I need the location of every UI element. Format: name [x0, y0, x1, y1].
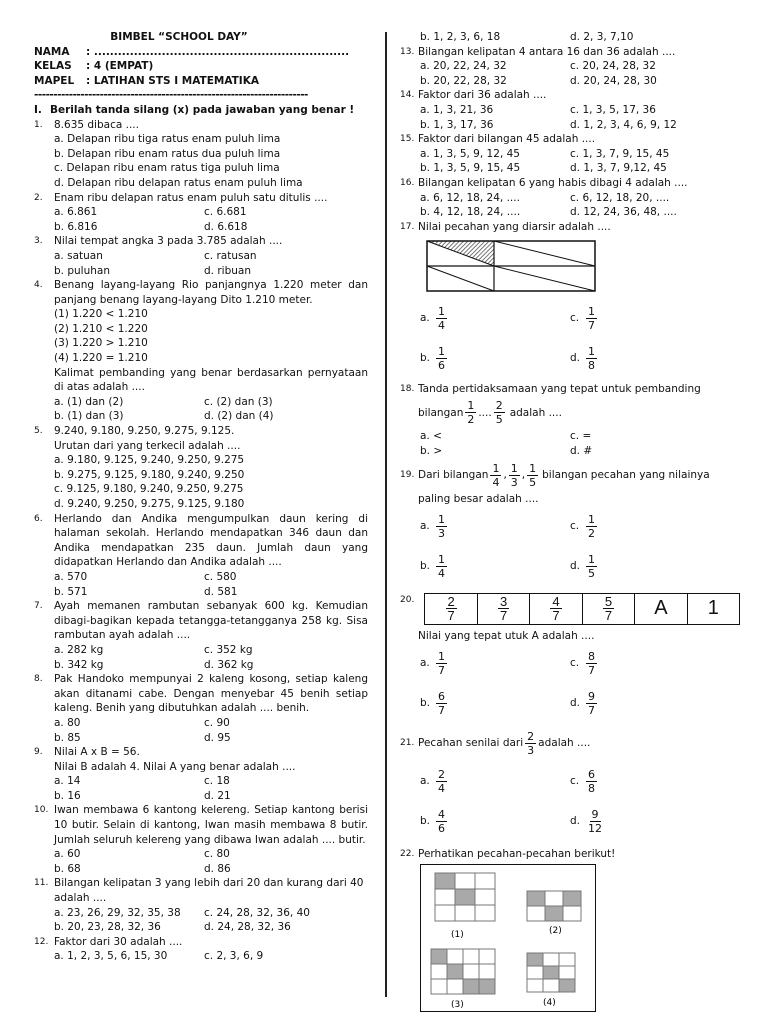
option[interactable]: b. (1) dan (3) [54, 410, 124, 423]
shaded-cell [455, 889, 475, 905]
option[interactable]: d. 24, 28, 32, 36 [204, 921, 291, 934]
header-row-mapel: MAPEL : LATIHAN STS I MATEMATIKA [34, 74, 259, 87]
option[interactable]: c. $\frac{8}{7}$ [570, 649, 595, 677]
column-divider [385, 32, 387, 997]
fraction: $\frac{2}{4}$ [438, 767, 445, 795]
option[interactable]: d. $\frac{1}{8}$ [570, 344, 595, 372]
grid-label: (4) [543, 997, 556, 1008]
option[interactable]: b. Delapan ribu enam ratus dua puluh lima [54, 147, 281, 160]
question-13: 13. Bilangan kelipatan 4 antara 16 dan 36 adalah .... [400, 45, 676, 58]
option[interactable]: d. $\frac{9}{12}$ [570, 807, 602, 835]
figure-line [494, 266, 595, 291]
grid-label: (1) [451, 929, 464, 940]
question-17: 17. Nilai pecahan yang diarsir adalah .... [400, 220, 611, 233]
shaded-cell [527, 891, 545, 906]
option[interactable]: c. $\frac{1}{7}$ [570, 304, 595, 332]
fraction: $\frac{9}{12}$ [588, 807, 602, 835]
option[interactable]: c. ratusan [204, 249, 257, 262]
option[interactable]: d. 9.240, 9.250, 9.275, 9.125, 9.180 [54, 498, 245, 510]
option[interactable]: a. 1, 2, 3, 5, 6, 15, 30 [54, 950, 168, 963]
fraction: $\frac{1}{3}$ [510, 461, 518, 489]
shaded-cell [463, 979, 479, 994]
options-19 [400, 507, 740, 587]
option[interactable]: b. $\frac{1}{6}$ [420, 344, 445, 372]
option[interactable]: d. (2) dan (4) [204, 410, 274, 423]
grid-4 [527, 953, 575, 992]
fraction: $\frac{1}{4}$ [438, 304, 445, 332]
option[interactable]: c. 1, 3, 7, 9, 15, 45 [570, 147, 670, 160]
option[interactable]: a. 6, 12, 18, 24, .... [420, 191, 520, 204]
question-20: 20. $\frac{2}{7}$ $\frac{3}{7}$ $\frac{4}{7}$ $\frac{5}{7}$ A 1 [400, 593, 740, 625]
section-heading: I. Berilah tanda silang (x) pada jawaban yang benar ! [34, 103, 355, 116]
option[interactable]: b. 20, 22, 28, 32 [420, 74, 507, 87]
strip-cell: $\frac{2}{7}$ [425, 594, 477, 624]
option[interactable]: b. $\frac{6}{7}$ [420, 689, 445, 717]
option[interactable]: a. 9.180, 9.125, 9.240, 9.250, 9.275 [54, 454, 245, 467]
fraction: $\frac{1}{6}$ [438, 344, 445, 372]
fraction: $\frac{1}{5}$ [529, 461, 537, 489]
option[interactable]: d. Delapan ribu delapan ratus enam puluh lima [54, 176, 303, 189]
question-3: 3. Nilai tempat angka 3 pada 3.785 adalah .... [34, 235, 283, 248]
figure-line [494, 241, 595, 266]
fraction: $\frac{6}{8}$ [588, 767, 595, 795]
question-19: 19. Dari bilangan $\frac{1}{4}$ , $\frac{1}{3}$ , $\frac{1}{5}$ bilangan pecahan yang nilainya [400, 461, 710, 489]
shaded-fraction-figure [426, 240, 596, 292]
option[interactable]: a. $\frac{1}{3}$ [420, 513, 445, 541]
option[interactable]: b. puluhan [54, 264, 110, 277]
option[interactable]: c. 20, 24, 28, 32 [570, 60, 656, 73]
option[interactable]: b. $\frac{1}{4}$ [420, 553, 445, 581]
question-11: 11. Bilangan kelipatan 3 yang lebih dari 20 dan kurang dari 40 adalah .... [34, 877, 364, 905]
option[interactable]: b. 342 kg [54, 658, 104, 671]
option[interactable]: d. 86 [204, 862, 231, 875]
question-15: 15. Faktor dari bilangan 45 adalah .... [400, 133, 596, 146]
fraction: $\frac{1}{2}$ [467, 399, 475, 427]
option[interactable]: b. $\frac{4}{6}$ [420, 807, 445, 835]
options-3 [34, 249, 368, 278]
question-19-line-2: paling besar adalah .... [418, 493, 539, 506]
option[interactable]: d. 20, 24, 28, 30 [570, 74, 657, 87]
fraction: $\frac{1}{5}$ [588, 553, 595, 581]
option[interactable]: d. 362 kg [204, 658, 254, 671]
option[interactable]: d. 95 [204, 731, 231, 744]
grid-2 [527, 891, 581, 921]
option[interactable]: b. 4, 12, 18, 24, .... [420, 206, 521, 219]
option[interactable]: c. (2) dan (3) [204, 395, 273, 408]
fraction: $\frac{2}{3}$ [527, 729, 535, 757]
option[interactable]: b. 16 [54, 789, 81, 802]
options-16 [400, 191, 740, 220]
header-row-kelas: KELAS : 4 (EMPAT) [34, 60, 154, 73]
option[interactable]: a. $\frac{1}{7}$ [420, 649, 445, 677]
strip-cell: $\frac{5}{7}$ [583, 594, 635, 624]
shaded-cell [431, 949, 447, 964]
question-6: 6. Herlando dan Andika mengumpulkan daun kering di halaman sekolah. Herlando mendapatkan 346 daun dan Andika mendapatkan 235 daun. Jumlah daun yang didapatkan Herlando dan Andika adalah .... [34, 512, 368, 569]
option[interactable]: c. 9.125, 9.180, 9.240, 9.250, 9.275 [54, 483, 244, 496]
question-7: 7. Ayah memanen rambutan sebanyak 600 kg. Kemudian dibagi-bagikan kepada tetangga-tetangganya 258 kg. Sisa rambutan ayah adalah .... [34, 600, 368, 642]
option[interactable]: a. 60 [54, 848, 81, 861]
option[interactable]: d. 1, 2, 3, 4, 6, 9, 12 [570, 118, 677, 131]
options-6 [34, 570, 368, 599]
grid-3 [431, 949, 495, 994]
option[interactable]: a. (1) dan (2) [54, 395, 124, 408]
option[interactable]: a. Delapan ribu tiga ratus enam puluh lima [54, 133, 281, 146]
options-2 [34, 205, 368, 234]
question-20-prompt: Nilai yang tepat utuk A adalah .... [418, 629, 595, 642]
shaded-cell [435, 873, 455, 889]
option[interactable]: c. 580 [204, 570, 237, 583]
options-15 [400, 147, 740, 176]
grid-1 [435, 873, 495, 921]
option[interactable]: c. 1, 3, 5, 17, 36 [570, 103, 656, 116]
question-9-prompt: Nilai B adalah 4. Nilai A yang benar adalah .... [54, 760, 296, 773]
option[interactable]: d. ribuan [204, 264, 251, 277]
option[interactable]: a. 6.861 [54, 206, 98, 219]
question-5: 5. 9.240, 9.180, 9.250, 9.275, 9.125. [34, 425, 235, 438]
option[interactable]: b. 6.816 [54, 220, 98, 233]
fraction: $\frac{1}{4}$ [492, 461, 500, 489]
shaded-cell [543, 966, 559, 979]
option[interactable]: c. 352 kg [204, 643, 253, 656]
option[interactable]: c. 6, 12, 18, 20, .... [570, 191, 670, 204]
option[interactable]: c. $\frac{6}{8}$ [570, 767, 595, 795]
option[interactable]: c. Delapan ribu enam ratus tiga puluh lima [54, 162, 280, 175]
option[interactable]: a. $\frac{2}{4}$ [420, 767, 445, 795]
option[interactable]: b. > [420, 444, 443, 457]
option[interactable]: a. 23, 26, 29, 32, 35, 38 [54, 906, 181, 919]
option[interactable]: d. 2, 3, 7,10 [570, 31, 634, 43]
option[interactable]: d. $\frac{1}{5}$ [570, 553, 595, 581]
fraction: $\frac{1}{4}$ [438, 553, 445, 581]
option[interactable]: d. $\frac{9}{7}$ [570, 689, 595, 717]
option[interactable]: a. 14 [54, 775, 81, 788]
question-5-prompt: Urutan dari yang terkecil adalah .... [54, 439, 241, 452]
statement: (3) 1.220 > 1.210 [54, 337, 148, 350]
shaded-cell [559, 979, 575, 992]
option[interactable]: d. # [570, 444, 593, 457]
option[interactable]: c. 90 [204, 716, 230, 729]
header-dashes: ----------------------------------------------------------------------- [34, 89, 308, 102]
fraction: $\frac{1}{7}$ [438, 649, 445, 677]
option[interactable]: b. 9.275, 9.125, 9.180, 9.240, 9.250 [54, 468, 245, 481]
question-4-prompt: Kalimat pembanding yang benar berdasarkan pernyataan di atas adalah .... [54, 366, 368, 394]
option[interactable]: b. 68 [54, 862, 81, 875]
options-7 [34, 643, 368, 672]
fraction: $\frac{1}{3}$ [438, 513, 445, 541]
fraction-grids [421, 865, 595, 1011]
question-2: 2. Enam ribu delapan ratus enam puluh satu ditulis .... [34, 191, 328, 204]
options-21 [400, 761, 740, 841]
fraction: $\frac{8}{7}$ [588, 649, 595, 677]
options-20 [400, 643, 740, 723]
statement: (2) 1.210 < 1.220 [54, 322, 148, 335]
shaded-cell [479, 979, 495, 994]
option[interactable]: a. 570 [54, 570, 88, 583]
option[interactable]: b. 571 [54, 585, 88, 598]
option[interactable]: c. $\frac{1}{2}$ [570, 513, 595, 541]
option[interactable]: c. 6.681 [204, 206, 247, 219]
option[interactable]: c. 80 [204, 848, 230, 861]
option[interactable]: d. 581 [204, 585, 238, 598]
right-column [400, 30, 740, 1012]
question-18: 18. Tanda pertidaksamaan yang tepat untuk pembanding [400, 383, 701, 396]
question-4: 4. Benang layang-layang Rio panjangnya 1.220 meter dan panjang benang layang-layang Dito 1.210 meter. [34, 279, 368, 306]
strip-cell-a: A [635, 594, 687, 624]
question-10: 10. Iwan membawa 6 kantong kelereng. Setiap kantong berisi 10 butir. Selain di kantong, Iwan masih membawa 8 butir. Jumlah seluruh kelereng yang dibawa Iwan adalah .... butir. [34, 804, 368, 846]
options-9 [34, 774, 368, 803]
page-title: BIMBEL “SCHOOL DAY” [110, 31, 248, 43]
fraction: $\frac{6}{7}$ [438, 689, 445, 717]
question-14: 14. Faktor dari 36 adalah .... [400, 89, 547, 102]
fraction-strip [424, 593, 740, 625]
option[interactable]: d. 12, 24, 36, 48, .... [570, 206, 677, 219]
strip-cell: $\frac{3}{7}$ [478, 594, 530, 624]
question-21: 21. Pecahan senilai dari $\frac{2}{3}$ adalah .... [400, 729, 591, 757]
fraction: $\frac{9}{7}$ [588, 689, 595, 717]
option[interactable]: b. 85 [54, 731, 81, 744]
options-13 [400, 59, 740, 88]
strip-cell-one: 1 [707, 597, 719, 620]
strip-cell: $\frac{4}{7}$ [530, 594, 582, 624]
fraction: $\frac{4}{6}$ [438, 807, 445, 835]
statement: (1) 1.220 < 1.210 [54, 308, 148, 321]
option[interactable]: d. 21 [204, 789, 231, 802]
option[interactable]: a. 20, 22, 24, 32 [420, 60, 507, 73]
option[interactable]: a. < [420, 429, 442, 442]
question-1: 1. 8.635 dibaca .... [34, 118, 139, 131]
option[interactable]: b. 1, 2, 3, 6, 18 [420, 31, 501, 43]
option[interactable]: b. 1, 3, 17, 36 [420, 118, 494, 131]
grid-label: (2) [549, 925, 562, 936]
option[interactable]: d. 1, 3, 7, 9,12, 45 [570, 162, 667, 175]
options-12-row-2 [400, 30, 740, 45]
shaded-cell [527, 953, 543, 966]
question-16: 16. Bilangan kelipatan 6 yang habis dibagi 4 adalah .... [400, 176, 688, 189]
option[interactable]: a. 80 [54, 716, 81, 729]
option[interactable]: a. 1, 3, 5, 9, 12, 45 [420, 147, 520, 160]
options-4 [34, 395, 368, 424]
fraction: $\frac{1}{7}$ [588, 304, 595, 332]
option[interactable]: b. 20, 23, 28, 32, 36 [54, 921, 161, 934]
options-8 [34, 716, 368, 745]
options-12-row-1 [34, 949, 368, 964]
option[interactable]: a. 1, 3, 21, 36 [420, 103, 494, 116]
options-11 [34, 906, 368, 935]
question-8: 8. Pak Handoko mempunyai 2 kaleng kosong, setiap kaleng akan ditanami cabe. Dengan menyebar 45 benih setiap kaleng. Benih yang dibutuhkan adalah .... benih. [34, 673, 368, 715]
options-17 [400, 298, 740, 378]
options-18 [400, 429, 740, 458]
options-1 [34, 132, 368, 190]
options-14 [400, 103, 740, 132]
options-5 [34, 453, 368, 511]
option[interactable]: c. = [570, 429, 592, 442]
option[interactable]: a. $\frac{1}{4}$ [420, 304, 445, 332]
question-9: 9. Nilai A x B = 56. [34, 746, 140, 759]
option[interactable]: b. 1, 3, 5, 9, 15, 45 [420, 162, 521, 175]
fraction: $\frac{2}{5}$ [495, 399, 503, 427]
option[interactable]: c. 24, 28, 32, 36, 40 [204, 906, 310, 919]
fraction: $\frac{1}{2}$ [588, 513, 595, 541]
question-18-line-2: bilangan $\frac{1}{2}$ .... $\frac{2}{5}$ adalah .... [418, 399, 562, 427]
question-22: 22. Perhatikan pecahan-pecahan berikut! [400, 848, 616, 861]
option[interactable]: a. satuan [54, 249, 103, 262]
option[interactable]: c. 18 [204, 775, 230, 788]
options-10 [34, 847, 368, 876]
shaded-cell [563, 891, 581, 906]
fraction-grids-figure [420, 864, 596, 1012]
grid-label: (3) [451, 999, 464, 1010]
question-12: 12. Faktor dari 30 adalah .... [34, 935, 183, 948]
header-row-nama: NAMA : ................................................................ [34, 45, 350, 58]
figure-line [427, 266, 494, 291]
option[interactable]: d. 6.618 [204, 220, 248, 233]
shaded-cell [447, 964, 463, 979]
option[interactable]: c. 2, 3, 6, 9 [204, 950, 264, 963]
option[interactable]: a. 282 kg [54, 643, 104, 656]
shaded-cell [545, 906, 563, 921]
statement: (4) 1.220 = 1.210 [54, 352, 148, 365]
left-column [34, 30, 368, 964]
fraction: $\frac{1}{8}$ [588, 344, 595, 372]
